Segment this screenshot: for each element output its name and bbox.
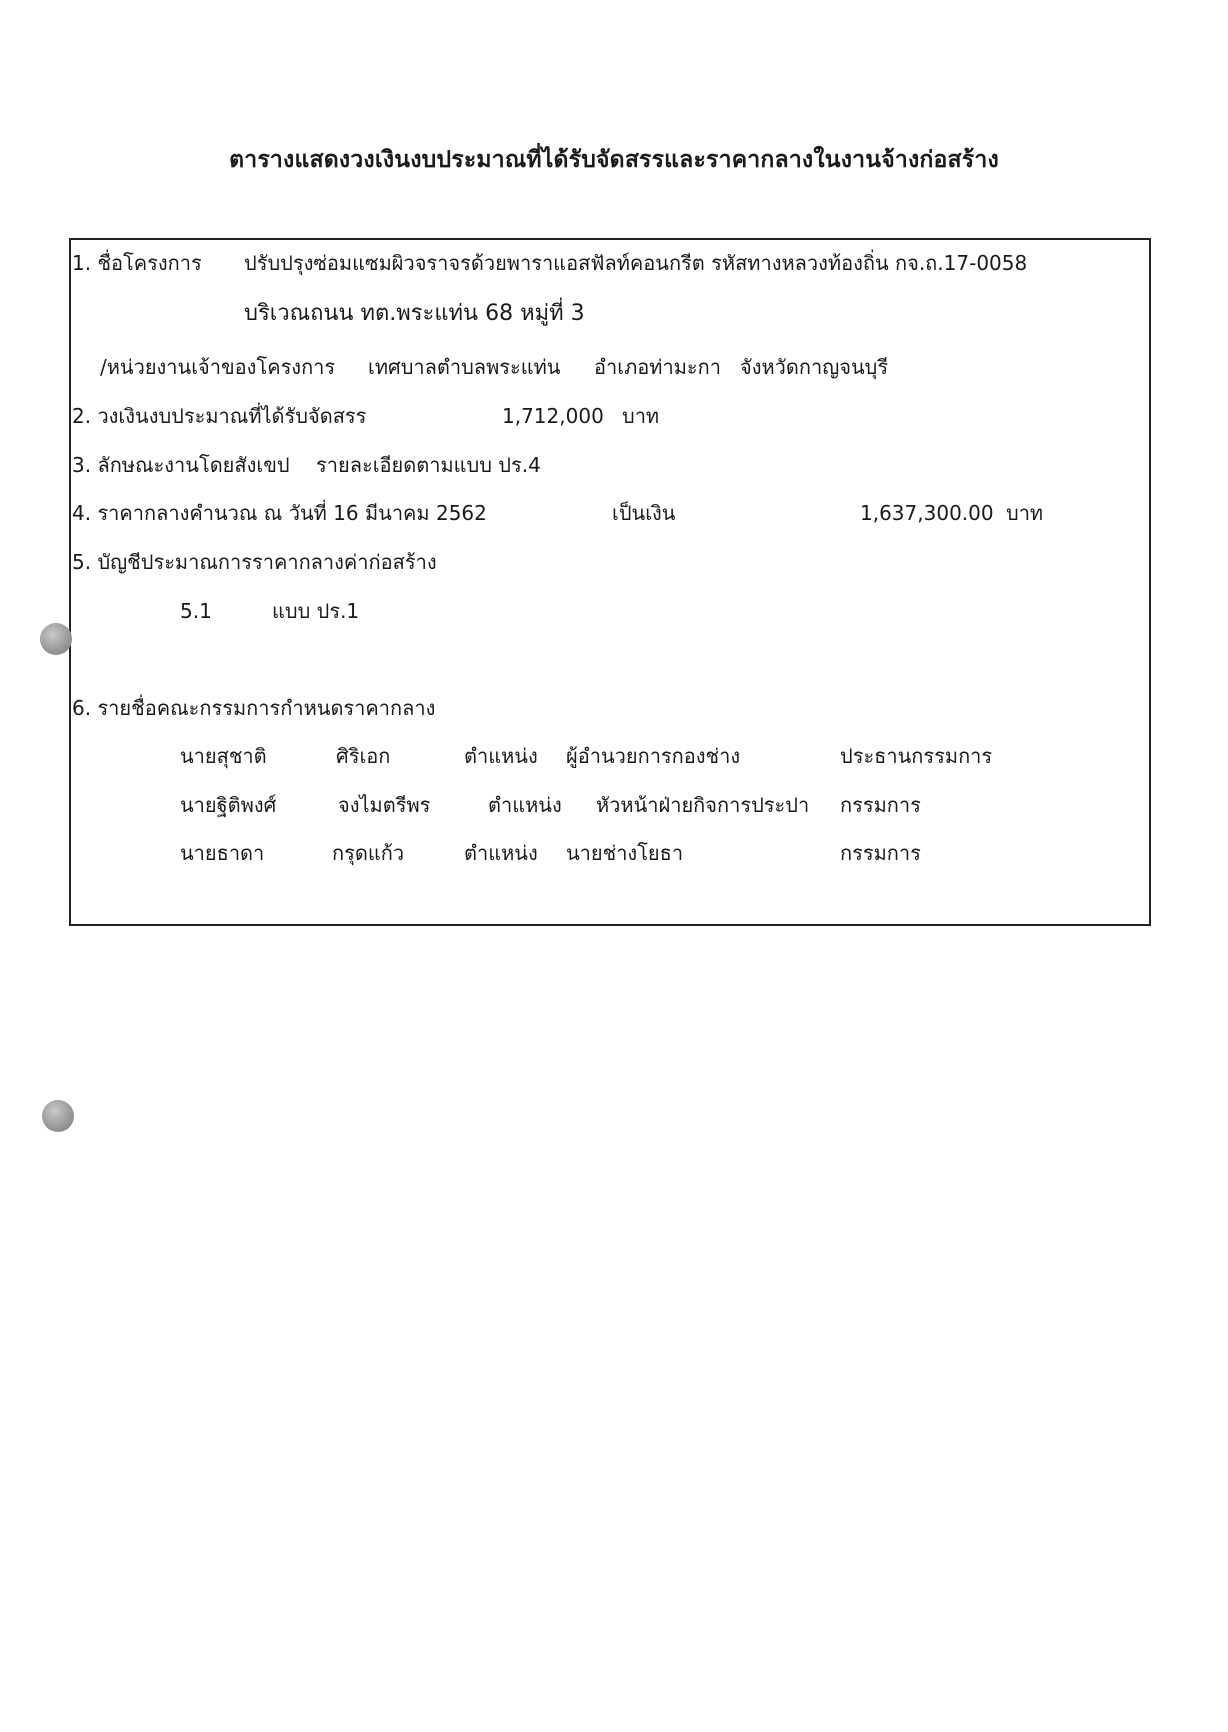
budget-amount: 1,712,000 — [502, 404, 604, 428]
project-info-box — [69, 238, 1151, 926]
item1-label: 1. ชื่อโครงการ — [72, 251, 202, 275]
owner-org: เทศบาลตำบลพระแท่น — [368, 355, 561, 379]
member-position-label: ตำแหน่ง — [488, 793, 562, 817]
member-role: กรรมการ — [840, 841, 921, 865]
member-position-label: ตำแหน่ง — [464, 744, 538, 768]
median-price-unit: บาท — [1006, 501, 1044, 525]
punch-hole — [42, 1100, 74, 1132]
member-first-name: นายธาดา — [180, 841, 265, 865]
member-position: นายช่างโยธา — [566, 841, 684, 865]
median-price-amount: 1,637,300.00 — [860, 501, 994, 525]
member-last-name: กรุดแก้ว — [332, 841, 405, 865]
owner-label: /หน่วยงานเจ้าของโครงการ — [100, 355, 336, 379]
member-first-name: นายฐิติพงศ์ — [180, 793, 277, 817]
member-role: ประธานกรรมการ — [840, 744, 993, 768]
owner-district: อำเภอท่ามะกา — [594, 355, 721, 379]
item5-label: 5. บัญชีประมาณการราคากลางค่าก่อสร้าง — [72, 550, 437, 574]
punch-hole — [40, 623, 72, 655]
item2-label: 2. วงเงินงบประมาณที่ได้รับจัดสรร — [72, 404, 367, 428]
item3-label: 3. ลักษณะงานโดยสังเขป — [72, 453, 290, 477]
owner-province: จังหวัดกาญจนบุรี — [740, 355, 889, 379]
item4-money-label: เป็นเงิน — [612, 501, 676, 525]
work-description: รายละเอียดตามแบบ ปร.4 — [316, 453, 541, 477]
budget-unit: บาท — [622, 404, 660, 428]
member-position: หัวหน้าฝ่ายกิจการประปา — [596, 793, 810, 817]
member-first-name: นายสุชาติ — [180, 744, 267, 768]
member-last-name: ศิริเอก — [336, 744, 391, 768]
project-name: ปรับปรุงซ่อมแซมผิวจราจรด้วยพาราแอสฟัลท์คอนกรีต รหัสทางหลวงท้องถิ่น กจ.ถ.17-0058 — [244, 251, 1028, 275]
project-location: บริเวณถนน ทต.พระแท่น 68 หมู่ที่ 3 — [244, 301, 585, 326]
document-title: ตารางแสดงวงเงินงบประมาณที่ได้รับจัดสรรและราคากลางในงานจ้างก่อสร้าง — [229, 147, 999, 173]
item4-label: 4. ราคากลางคำนวณ ณ วันที่ 16 มีนาคม 2562 — [72, 501, 487, 525]
item6-label: 6. รายชื่อคณะกรรมการกำหนดราคากลาง — [72, 696, 436, 720]
item5-sub-number: 5.1 — [180, 599, 212, 623]
member-position: ผู้อำนวยการกองช่าง — [566, 744, 741, 768]
member-position-label: ตำแหน่ง — [464, 841, 538, 865]
member-role: กรรมการ — [840, 793, 921, 817]
member-last-name: จงไมตรีพร — [338, 793, 431, 817]
item5-sub-value: แบบ ปร.1 — [272, 599, 360, 623]
